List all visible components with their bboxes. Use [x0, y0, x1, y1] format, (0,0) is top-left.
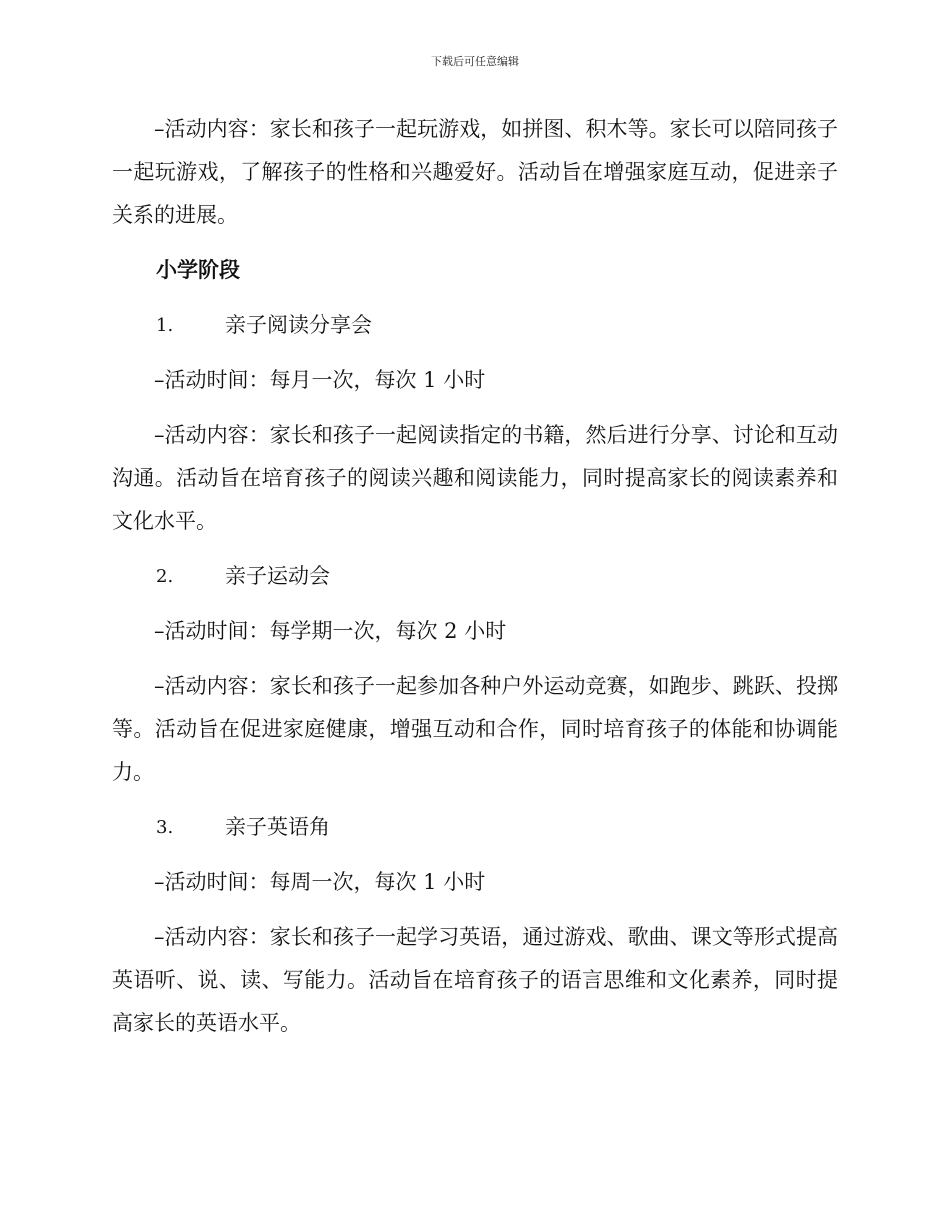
paragraph-activity-time: –活动时间：每学期一次，每次 2 小时 [154, 619, 507, 643]
list-number: 1. [156, 315, 174, 336]
list-item-2 [112, 555, 838, 598]
paragraph-activity-content: –活动内容：家长和孩子一起学习英语，通过游戏、歌曲、课文等形式提高英语听、说、读、写能力。活动旨在培育孩子的语言思维和文化素养，同时提高家长的英语水平。 [112, 925, 838, 1035]
list-item-title: 亲子运动会 [225, 564, 330, 588]
page-header: 下载后可任意编辑 [431, 55, 519, 68]
list-item-title: 亲子阅读分享会 [225, 313, 372, 337]
document-body [112, 108, 838, 1057]
paragraph-activity-content: –活动内容：家长和孩子一起玩游戏，如拼图、积木等。家长可以陪同孩子一起玩游戏，了解孩子的性格和兴趣爱好。活动旨在增强家庭互动，促进亲子关系的进展。 [112, 117, 838, 227]
list-number: 2. [156, 566, 174, 587]
list-item-title: 亲子英语角 [225, 815, 330, 839]
paragraph-activity-content: –活动内容：家长和孩子一起阅读指定的书籍，然后进行分享、讨论和互动沟通。活动旨在培育孩子的阅读兴趣和阅读能力，同时提高家长的阅读素养和文化水平。 [112, 423, 838, 533]
list-item-1 [112, 304, 838, 347]
paragraph-activity-time: –活动时间：每周一次，每次 1 小时 [154, 870, 486, 894]
list-number: 3. [156, 817, 174, 838]
list-item-3 [112, 806, 838, 849]
paragraph-activity-time: –活动时间：每月一次，每次 1 小时 [154, 368, 486, 392]
section-heading: 小学阶段 [156, 258, 240, 282]
paragraph-activity-content: –活动内容：家长和孩子一起参加各种户外运动竞赛，如跑步、跳跃、投掷等。活动旨在促进家庭健康，增强互动和合作，同时培育孩子的体能和协调能力。 [112, 674, 838, 784]
